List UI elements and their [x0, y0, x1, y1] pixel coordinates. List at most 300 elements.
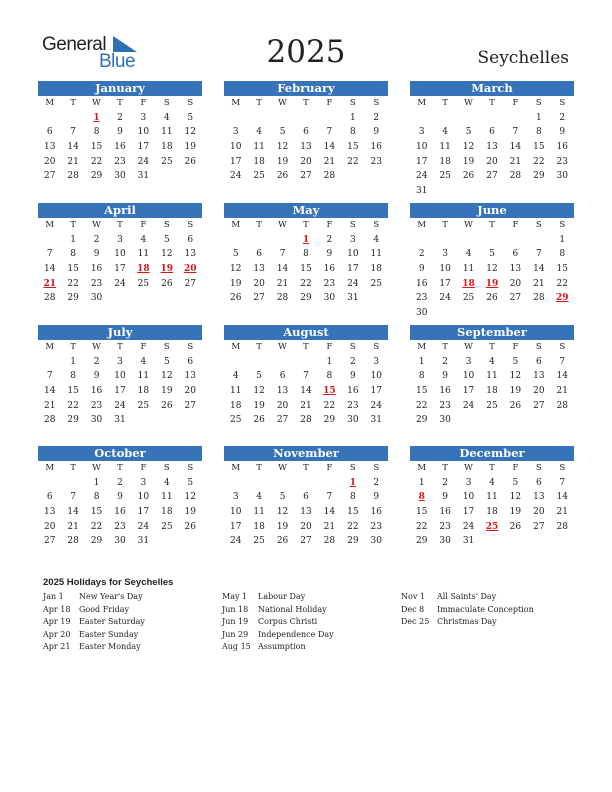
holiday-date: 1 [349, 477, 356, 488]
month-grid [224, 461, 388, 549]
month-header: March [410, 81, 574, 96]
day-cell: 12 [509, 492, 522, 503]
day-cell: 30 [556, 171, 568, 182]
day-cell: 19 [509, 507, 522, 518]
month-grid [38, 461, 202, 549]
day-cell: 28 [300, 415, 312, 426]
month-grid [410, 96, 574, 199]
day-cell: 14 [509, 142, 522, 153]
day-cell: 20 [43, 521, 56, 532]
day-cell: 2 [442, 477, 448, 488]
day-cell: 20 [276, 400, 289, 411]
day-cell: 7 [559, 477, 566, 488]
day-cell: 4 [256, 127, 262, 138]
day-cell: 8 [559, 249, 566, 260]
day-cell: 3 [418, 127, 425, 138]
day-cell: 4 [489, 477, 495, 488]
day-cell: 27 [184, 400, 196, 411]
day-cell: 4 [465, 249, 472, 260]
calendar-year: 2025 [266, 34, 346, 70]
day-cell: 6 [535, 477, 542, 488]
day-cell: 9 [442, 492, 448, 503]
day-cell: 18 [439, 156, 451, 167]
day-cell: 12 [276, 507, 289, 518]
day-cell: 14 [323, 507, 336, 518]
holiday-date: 1 [302, 234, 310, 245]
month-header: October [38, 446, 202, 461]
day-cell: 30 [370, 536, 382, 547]
weekday-label: M [231, 98, 241, 108]
day-cell: 16 [439, 386, 451, 397]
day-cell: 27 [486, 171, 498, 182]
day-cell: 19 [253, 400, 265, 411]
day-cell: 18 [161, 507, 173, 518]
day-cell: 1 [535, 112, 542, 123]
day-cell: 7 [303, 371, 309, 382]
day-cell: 1 [559, 234, 566, 245]
day-cell: 17 [137, 142, 150, 153]
weekday-label: S [163, 98, 170, 108]
weekday-label: S [535, 220, 542, 230]
day-cell: 3 [465, 356, 472, 367]
day-cell: 30 [347, 415, 359, 426]
month-august [224, 325, 388, 428]
month-september [410, 325, 574, 428]
month-header: June [410, 203, 574, 218]
holiday-name: Labour Day [258, 592, 306, 601]
day-cell: 29 [415, 536, 428, 547]
empty-cell [480, 111, 503, 126]
weekday-label: S [187, 463, 194, 473]
day-cell: 8 [535, 127, 542, 138]
month-header: April [38, 203, 202, 218]
day-cell: 11 [486, 371, 498, 382]
day-cell: 12 [229, 264, 242, 275]
day-cell: 27 [253, 293, 265, 304]
day-cell: 4 [163, 477, 170, 488]
day-cell: 24 [370, 400, 382, 411]
holiday-date-label: May 1 [222, 592, 248, 601]
day-cell: 3 [140, 112, 147, 123]
day-cell: 1 [326, 356, 333, 367]
day-cell: 7 [512, 127, 519, 138]
day-cell: 5 [489, 249, 495, 260]
day-cell: 16 [90, 264, 103, 275]
day-cell: 21 [67, 521, 79, 532]
day-cell: 9 [373, 492, 380, 503]
day-cell: 13 [43, 507, 56, 518]
holiday-row [222, 629, 334, 642]
day-cell: 1 [418, 356, 425, 367]
day-cell: 23 [347, 400, 359, 411]
day-cell: 2 [373, 112, 380, 123]
day-cell: 22 [67, 400, 79, 411]
day-cell: 9 [418, 264, 425, 275]
day-cell: 31 [415, 186, 428, 197]
day-cell: 10 [462, 371, 475, 382]
day-cell: 21 [509, 156, 522, 167]
month-may [224, 203, 388, 306]
day-cell: 17 [370, 386, 382, 397]
empty-cell [224, 476, 247, 491]
month-june [410, 203, 574, 321]
day-cell: 17 [462, 386, 475, 397]
weekday-label: T [489, 342, 495, 352]
day-cell: 15 [347, 142, 359, 153]
day-cell: 29 [90, 536, 103, 547]
day-cell: 9 [93, 249, 100, 260]
day-cell: 10 [229, 142, 242, 153]
holiday-date-label: Apr 18 [43, 604, 71, 614]
day-cell: 19 [276, 521, 289, 532]
day-cell: 20 [300, 521, 312, 532]
day-cell: 16 [370, 142, 382, 153]
day-cell: 11 [486, 492, 498, 503]
day-cell: 3 [349, 234, 356, 245]
empty-cell [271, 476, 294, 491]
day-cell: 12 [161, 249, 173, 260]
day-cell: 12 [184, 127, 196, 138]
day-cell: 10 [462, 492, 475, 503]
day-cell: 6 [279, 371, 286, 382]
holiday-name: Assumption [258, 642, 306, 652]
weekday-label: W [92, 220, 101, 230]
day-cell: 25 [161, 156, 173, 167]
day-cell: 31 [347, 293, 359, 304]
empty-cell [433, 111, 456, 126]
day-cell: 4 [140, 234, 147, 245]
day-cell: 22 [90, 521, 103, 532]
day-cell: 21 [323, 521, 336, 532]
weekday-label: S [373, 463, 380, 473]
day-cell: 3 [442, 249, 448, 260]
day-cell: 19 [509, 386, 522, 397]
day-cell: 17 [114, 386, 126, 397]
weekday-label: T [442, 220, 448, 230]
day-cell: 5 [187, 112, 194, 123]
day-cell: 2 [93, 356, 100, 367]
day-cell: 6 [187, 356, 194, 367]
weekday-label: S [187, 342, 194, 352]
day-cell: 6 [256, 249, 262, 260]
day-cell: 16 [347, 386, 359, 397]
day-cell: 11 [253, 142, 265, 153]
day-cell: 26 [161, 400, 173, 411]
weekday-label: W [464, 98, 473, 108]
month-december [410, 446, 574, 549]
weekday-label: S [535, 463, 542, 473]
day-cell: 5 [512, 477, 519, 488]
day-cell: 20 [184, 386, 196, 397]
month-grid [410, 461, 574, 549]
month-grid [224, 96, 388, 184]
day-cell: 14 [67, 507, 79, 518]
day-cell: 26 [509, 400, 522, 411]
day-cell: 5 [187, 477, 194, 488]
day-cell: 26 [276, 171, 289, 182]
day-cell: 7 [326, 127, 333, 138]
day-cell: 24 [114, 400, 126, 411]
day-cell: 3 [117, 234, 123, 245]
day-cell: 8 [349, 127, 356, 138]
holiday-date-label: Dec 8 [401, 604, 425, 614]
day-cell: 14 [300, 386, 312, 397]
day-cell: 25 [137, 400, 150, 411]
day-cell: 27 [43, 536, 56, 547]
day-cell: 27 [43, 171, 56, 182]
day-cell: 20 [509, 278, 522, 289]
weekday-label: T [442, 98, 448, 108]
day-cell: 14 [323, 142, 336, 153]
day-cell: 31 [462, 536, 475, 547]
day-cell: 28 [556, 400, 568, 411]
day-cell: 31 [137, 536, 150, 547]
day-cell: 20 [533, 386, 545, 397]
day-cell: 4 [163, 112, 170, 123]
weekday-label: F [140, 463, 147, 473]
day-cell: 6 [535, 356, 542, 367]
weekday-label: S [349, 463, 356, 473]
day-cell: 24 [229, 171, 242, 182]
holiday-date: 1 [93, 112, 100, 123]
day-cell: 12 [184, 492, 196, 503]
holiday-row [222, 641, 334, 654]
empty-cell [61, 111, 84, 126]
day-cell: 12 [276, 142, 289, 153]
day-cell: 5 [163, 356, 170, 367]
empty-cell [247, 233, 270, 248]
day-cell: 22 [533, 156, 545, 167]
weekday-label: S [559, 220, 566, 230]
weekday-label: T [442, 342, 448, 352]
day-cell: 6 [46, 127, 53, 138]
month-february [224, 81, 388, 184]
holiday-date-label: Jun 18 [222, 604, 249, 614]
day-cell: 30 [439, 536, 451, 547]
month-march [410, 81, 574, 199]
weekday-label: T [117, 463, 123, 473]
day-cell: 23 [90, 278, 103, 289]
weekday-label: S [163, 220, 170, 230]
day-cell: 11 [137, 371, 150, 382]
empty-cell [224, 233, 247, 248]
day-cell: 24 [137, 156, 150, 167]
day-cell: 15 [556, 264, 568, 275]
weekday-label: S [559, 342, 566, 352]
day-cell: 3 [140, 477, 147, 488]
day-cell: 28 [556, 521, 568, 532]
weekday-label: W [464, 220, 473, 230]
day-cell: 2 [326, 234, 333, 245]
day-cell: 7 [559, 356, 566, 367]
day-cell: 8 [418, 371, 425, 382]
day-cell: 18 [370, 264, 382, 275]
day-cell: 3 [117, 356, 123, 367]
day-cell: 9 [93, 371, 100, 382]
day-cell: 13 [184, 249, 196, 260]
weekday-label: T [442, 463, 448, 473]
day-cell: 18 [229, 400, 242, 411]
day-cell: 31 [370, 415, 382, 426]
weekday-label: T [256, 220, 262, 230]
day-cell: 29 [347, 536, 359, 547]
weekday-label: T [70, 342, 76, 352]
day-cell: 25 [486, 400, 498, 411]
holiday-date: 29 [555, 293, 569, 304]
weekday-label: T [489, 220, 495, 230]
holiday-date-label: Jun 19 [222, 617, 249, 627]
day-cell: 2 [117, 477, 123, 488]
day-cell: 28 [67, 171, 79, 182]
weekday-label: M [45, 220, 55, 230]
weekday-label: F [326, 463, 333, 473]
day-cell: 22 [415, 521, 428, 532]
day-cell: 26 [184, 156, 196, 167]
day-cell: 25 [253, 536, 265, 547]
day-cell: 29 [67, 293, 79, 304]
day-cell: 27 [300, 536, 312, 547]
day-cell: 14 [43, 386, 56, 397]
day-cell: 14 [533, 264, 545, 275]
month-header: November [224, 446, 388, 461]
day-cell: 11 [462, 264, 475, 275]
weekday-label: S [349, 342, 356, 352]
day-cell: 4 [442, 127, 448, 138]
day-cell: 22 [90, 156, 103, 167]
day-cell: 9 [373, 127, 380, 138]
empty-cell [410, 111, 433, 126]
weekday-label: F [140, 98, 147, 108]
empty-cell [504, 233, 527, 248]
weekday-label: M [231, 342, 241, 352]
day-cell: 27 [533, 400, 545, 411]
holiday-row [222, 591, 334, 604]
day-cell: 18 [161, 142, 173, 153]
day-cell: 15 [415, 386, 428, 397]
day-cell: 24 [229, 536, 242, 547]
day-cell: 10 [415, 142, 428, 153]
day-cell: 2 [373, 477, 380, 488]
day-cell: 16 [323, 264, 336, 275]
day-cell: 9 [117, 127, 123, 138]
day-cell: 30 [114, 536, 126, 547]
day-cell: 26 [509, 521, 522, 532]
day-cell: 13 [533, 492, 545, 503]
day-cell: 28 [323, 536, 336, 547]
day-cell: 28 [323, 171, 336, 182]
empty-cell [271, 355, 294, 370]
day-cell: 12 [253, 386, 265, 397]
holiday-name: All Saints' Day [437, 592, 497, 601]
day-cell: 11 [161, 127, 173, 138]
day-cell: 12 [161, 371, 173, 382]
day-cell: 9 [442, 371, 448, 382]
month-november [224, 446, 388, 549]
empty-cell [527, 233, 550, 248]
day-cell: 9 [117, 492, 123, 503]
day-cell: 19 [276, 156, 289, 167]
day-cell: 10 [114, 249, 126, 260]
empty-cell [433, 233, 456, 248]
day-cell: 2 [93, 234, 100, 245]
day-cell: 6 [303, 127, 309, 138]
holiday-name: Christmas Day [437, 617, 497, 627]
day-cell: 15 [67, 264, 79, 275]
day-cell: 10 [137, 492, 150, 503]
weekday-label: M [417, 463, 427, 473]
day-cell: 28 [43, 415, 56, 426]
day-cell: 7 [70, 492, 76, 503]
holiday-date-label: Jun 29 [222, 629, 249, 639]
weekday-label: T [70, 463, 76, 473]
day-cell: 21 [556, 386, 568, 397]
holiday-name: Easter Monday [79, 642, 141, 652]
day-cell: 25 [439, 171, 451, 182]
holiday-date: 18 [137, 264, 150, 275]
day-cell: 22 [347, 156, 359, 167]
empty-cell [457, 111, 480, 126]
holiday-date-label: Apr 21 [43, 642, 71, 652]
day-cell: 23 [415, 293, 428, 304]
month-grid [410, 340, 574, 428]
empty-cell [224, 111, 247, 126]
day-cell: 12 [486, 264, 498, 275]
day-cell: 7 [535, 249, 542, 260]
day-cell: 21 [556, 507, 568, 518]
day-cell: 15 [415, 507, 428, 518]
day-cell: 5 [465, 127, 472, 138]
day-cell: 31 [137, 171, 150, 182]
empty-cell [271, 233, 294, 248]
day-cell: 13 [509, 264, 522, 275]
empty-cell [410, 233, 433, 248]
month-header: September [410, 325, 574, 340]
day-cell: 9 [326, 249, 333, 260]
day-cell: 22 [556, 278, 568, 289]
month-grid [224, 340, 388, 428]
weekday-label: W [278, 342, 287, 352]
day-cell: 25 [462, 293, 475, 304]
weekday-label: F [326, 98, 333, 108]
weekday-label: M [231, 220, 241, 230]
weekday-label: T [303, 342, 309, 352]
day-cell: 11 [229, 386, 242, 397]
day-cell: 18 [486, 386, 498, 397]
day-cell: 17 [462, 507, 475, 518]
logo-text-blue: Blue [99, 51, 136, 72]
day-cell: 21 [323, 156, 336, 167]
day-cell: 10 [370, 371, 382, 382]
empty-cell [247, 355, 270, 370]
day-cell: 2 [117, 112, 123, 123]
day-cell: 31 [114, 415, 126, 426]
month-january [38, 81, 202, 184]
holiday-name: Corpus Christi [258, 617, 318, 627]
day-cell: 26 [184, 521, 196, 532]
day-cell: 5 [279, 492, 286, 503]
day-cell: 13 [184, 371, 196, 382]
weekday-label: T [70, 98, 76, 108]
weekday-label: F [326, 220, 333, 230]
day-cell: 27 [300, 171, 312, 182]
weekday-label: T [256, 463, 262, 473]
day-cell: 8 [326, 371, 333, 382]
day-cell: 30 [415, 308, 428, 319]
day-cell: 14 [67, 142, 79, 153]
day-cell: 17 [114, 264, 126, 275]
day-cell: 17 [347, 264, 359, 275]
day-cell: 21 [300, 400, 312, 411]
